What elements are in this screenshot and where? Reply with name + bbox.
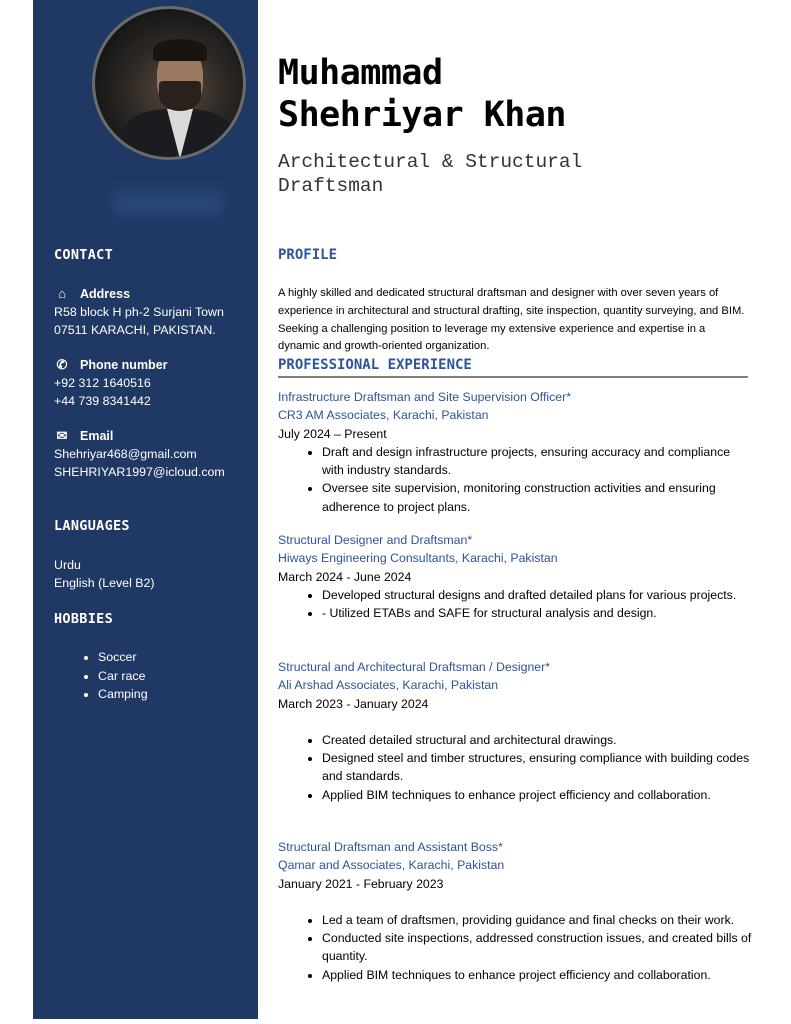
address-line-2: 07511 KARACHI, PAKISTAN. [54, 323, 216, 337]
job-company: CR3 AM Associates, Karachi, Pakistan [278, 408, 489, 423]
job-bullet: • Designed steel and timber structures, ensuring compliance with building codes and standards. [322, 749, 753, 786]
job-company: Ali Arshad Associates, Karachi, Pakistan [278, 678, 499, 693]
section-divider [278, 376, 748, 378]
name-line-2: Shehriyar Khan [278, 95, 567, 135]
email-label [54, 428, 113, 444]
address-label-text: Address [80, 286, 131, 301]
address-text [54, 303, 224, 339]
phone-icon: ✆ [56, 357, 68, 372]
phone-1: +92 312 1640516 [54, 376, 151, 390]
email-icon: ✉ [56, 428, 68, 443]
name-line-1: Muhammad [278, 53, 443, 93]
job-title-text: Infrastructure Draftsman and Site Supervision Officer* [278, 390, 571, 404]
job-bullet: • Conducted site inspections, addressed construction issues, and created bills of quantity. [322, 929, 753, 966]
job-bullets [278, 731, 753, 804]
job-title-text: Structural Designer and Draftsman* [278, 533, 473, 547]
language-item: Urdu [54, 558, 81, 572]
job-bullet: • Developed structural designs and drafted detailed plans for various projects. [322, 586, 753, 604]
candidate-name [278, 52, 566, 136]
address-line-1: R58 block H ph-2 Surjani Town [54, 305, 224, 319]
sidebar [33, 0, 258, 1019]
email-1: Shehriyar468@gmail.com [54, 447, 197, 461]
email-2: SHEHRIYAR1997@icloud.com [54, 465, 225, 479]
profile-heading: PROFILE [278, 247, 338, 263]
home-icon: ⌂ [58, 286, 66, 301]
job-dates: March 2023 - January 2024 [278, 696, 429, 711]
job-dates: March 2024 - June 2024 [278, 569, 412, 584]
email-label-text: Email [80, 429, 114, 443]
job-title-text: Structural Draftsman and Assistant Boss* [278, 840, 503, 854]
phone-2: +44 739 8341442 [54, 394, 151, 408]
phone-label-text: Phone number [80, 358, 168, 372]
role-line-2: Draftsman [278, 175, 384, 197]
job-bullet: • Applied BIM techniques to enhance project efficiency and collaboration. [322, 966, 753, 984]
job-company: Hiways Engineering Consultants, Karachi, Pakistan [278, 551, 558, 566]
job-company: Qamar and Associates, Karachi, Pakistan [278, 858, 505, 873]
email-addresses [54, 445, 225, 481]
experience-heading: PROFESSIONAL EXPERIENCE [278, 357, 472, 373]
job-bullets [278, 586, 753, 623]
job-bullet: • Created detailed structural and architectural drawings. [322, 731, 753, 749]
language-item: English (Level B2) [54, 576, 155, 590]
hobby-item: • Soccer [98, 648, 148, 667]
address-label [54, 286, 130, 301]
job-bullet: • Applied BIM techniques to enhance project efficiency and collaboration. [322, 786, 753, 804]
languages-list [54, 556, 155, 592]
blurred-block [113, 190, 223, 216]
hobby-item: • Car race [98, 667, 148, 686]
job-entry [278, 658, 753, 804]
phone-label [54, 357, 168, 373]
hobbies-heading: HOBBIES [54, 611, 113, 627]
job-title [278, 150, 582, 198]
job-dates: January 2021 - February 2023 [278, 876, 444, 891]
job-bullet: • Led a team of draftsmen, providing guidance and final checks on their work. [322, 911, 753, 929]
job-entry [278, 531, 753, 622]
languages-heading: LANGUAGES [54, 518, 130, 534]
job-bullets [278, 443, 753, 516]
profile-photo [92, 6, 246, 160]
job-bullet: • Oversee site supervision, monitoring construction activities and ensuring adherence to project plans. [322, 479, 753, 516]
contact-heading: CONTACT [54, 247, 113, 263]
phone-numbers [54, 374, 151, 410]
job-entry [278, 838, 753, 984]
job-bullets [278, 911, 753, 984]
profile-text: A highly skilled and dedicated structural draftsman and designer with over seven years of experience in architectural and structural drafting, site inspection, quantity surveying, and BIM. Seeking a challenging position to leverage my extensive experience and expertise in a dynamic and growth-oriented organization. [278, 287, 745, 353]
job-title-text: Structural and Architectural Draftsman / Designer* [278, 660, 551, 674]
hobby-item: • Camping [98, 685, 148, 704]
job-bullet: • Draft and design infrastructure projects, ensuring accuracy and compliance with industry standards. [322, 443, 753, 480]
job-entry [278, 388, 753, 516]
role-line-1: Architectural & Structural [278, 151, 583, 173]
job-bullet: • - Utilized ETABs and SAFE for structural analysis and design. [322, 604, 753, 622]
hobbies-list [76, 648, 148, 704]
job-dates: July 2024 – Present [278, 426, 387, 441]
